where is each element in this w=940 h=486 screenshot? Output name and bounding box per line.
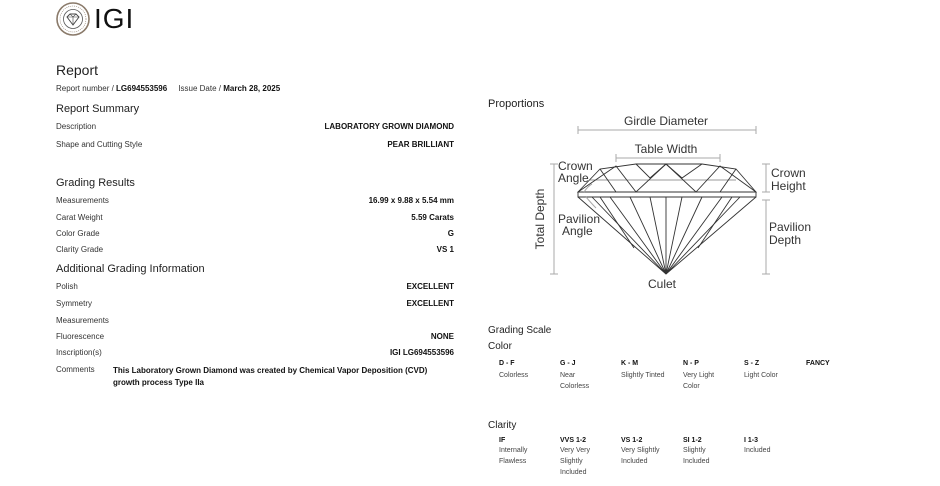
comments-text: This Laboratory Grown Diamond was created by Chemical Vapor Deposition (CVD) growth process Type IIa <box>113 366 428 387</box>
row-value: VS 1 <box>436 245 454 254</box>
pavilion-depth-label-1: Pavilion <box>769 220 812 234</box>
clarity-grade <box>744 437 800 456</box>
grade-description: Very Light Color <box>683 372 715 390</box>
row-label: Measurements <box>56 316 109 325</box>
grading-heading: Grading Results <box>56 177 135 189</box>
summary-row <box>56 140 454 152</box>
row-value: G <box>447 229 454 238</box>
clarity-grade <box>499 437 555 467</box>
grade-name: G - J <box>560 360 576 367</box>
row-value: PEAR BRILLIANT <box>387 140 454 149</box>
additional-row <box>56 332 454 344</box>
proportions-heading: Proportions <box>488 98 545 110</box>
grade-name: FANCY <box>806 360 830 367</box>
grade-description: Very Slightly Included <box>621 447 660 465</box>
additional-row <box>56 348 454 360</box>
grade-name: N - P <box>683 360 699 367</box>
clarity-grade <box>560 437 616 478</box>
row-value: IGI LG694553596 <box>389 348 454 357</box>
pavilion-depth-label-2: Depth <box>769 233 802 247</box>
grade-description: Slightly Tinted <box>621 372 665 379</box>
culet-label: Culet <box>647 277 677 291</box>
row-label: Polish <box>56 282 78 291</box>
grade-description: Near Colorless <box>560 372 590 390</box>
color-scale-heading: Color <box>488 341 512 352</box>
issue-date: March 28, 2025 <box>223 84 281 93</box>
clarity-scale-heading: Clarity <box>488 420 517 431</box>
additional-row <box>56 299 454 311</box>
grade-description: Internally Flawless <box>499 447 528 465</box>
additional-row <box>56 316 454 328</box>
pavilion-angle-label-1: Pavilion <box>558 212 601 226</box>
comments-label: Comments <box>56 365 95 374</box>
crown-angle-label-1: Crown <box>558 159 593 173</box>
table-width-label: Table Width <box>634 142 698 156</box>
grade-name: S - Z <box>744 360 760 367</box>
row-value: EXCELLENT <box>406 299 454 308</box>
grade-name: I 1-3 <box>744 437 759 444</box>
proportions-diagram <box>530 108 820 292</box>
grading-row <box>56 213 454 225</box>
brand-name: IGI <box>94 3 135 34</box>
row-value: 16.99 x 9.88 x 5.54 mm <box>368 196 454 205</box>
pavilion-angle-label-2: Angle <box>562 224 593 238</box>
additional-row <box>56 282 454 294</box>
row-label: Measurements <box>56 196 109 205</box>
color-grade <box>744 360 800 381</box>
grading-row <box>56 245 454 257</box>
color-grade <box>683 360 739 392</box>
report-meta <box>56 84 280 93</box>
igi-logo <box>56 2 134 36</box>
grade-name: D - F <box>499 360 515 367</box>
color-grade <box>499 360 555 381</box>
total-depth-label: Total Depth <box>533 188 547 250</box>
summary-heading: Report Summary <box>56 103 140 115</box>
report-number: LG694553596 <box>116 84 168 93</box>
grade-description: Included <box>744 447 771 454</box>
grade-name: K - M <box>621 360 639 367</box>
row-label: Carat Weight <box>56 213 103 222</box>
igi-seal-icon <box>56 2 90 36</box>
grading-scale-heading: Grading Scale <box>488 325 552 336</box>
grade-name: VS 1-2 <box>621 437 643 444</box>
row-value: 5.59 Carats <box>411 213 454 222</box>
row-label: Shape and Cutting Style <box>56 140 143 149</box>
grade-name: IF <box>499 437 506 444</box>
grade-description: Colorless <box>499 372 529 379</box>
color-grade <box>621 360 677 381</box>
clarity-grade <box>621 437 677 467</box>
row-label: Color Grade <box>56 229 100 238</box>
grading-row <box>56 196 454 208</box>
grade-name: SI 1-2 <box>683 437 702 444</box>
row-value: LABORATORY GROWN DIAMOND <box>324 122 454 131</box>
diamond-profile-icon <box>578 164 756 274</box>
row-label: Symmetry <box>56 299 92 308</box>
crown-height-label-1: Crown <box>771 166 806 180</box>
grade-description: Slightly Included <box>683 447 710 465</box>
grade-name: VVS 1-2 <box>560 437 587 444</box>
row-value: NONE <box>430 332 454 341</box>
grade-description: Light Color <box>744 372 778 379</box>
color-grade <box>806 360 862 367</box>
row-label: Inscription(s) <box>56 348 102 357</box>
row-value: EXCELLENT <box>406 282 454 291</box>
summary-row <box>56 122 454 134</box>
row-label: Description <box>56 122 97 131</box>
report-number-label: Report number / <box>56 84 117 93</box>
grading-row <box>56 229 454 241</box>
additional-heading: Additional Grading Information <box>56 263 205 275</box>
issue-date-label: Issue Date / <box>178 84 224 93</box>
girdle-diameter-label: Girdle Diameter <box>623 114 709 128</box>
row-label: Fluorescence <box>56 332 105 341</box>
color-grade <box>560 360 616 392</box>
report-title: Report <box>56 62 99 78</box>
crown-height-label-2: Height <box>771 179 806 193</box>
grade-description: Very Very Slightly Included <box>560 447 590 476</box>
clarity-grade <box>683 437 739 467</box>
crown-angle-label-2: Angle <box>558 171 589 185</box>
row-label: Clarity Grade <box>56 245 104 254</box>
